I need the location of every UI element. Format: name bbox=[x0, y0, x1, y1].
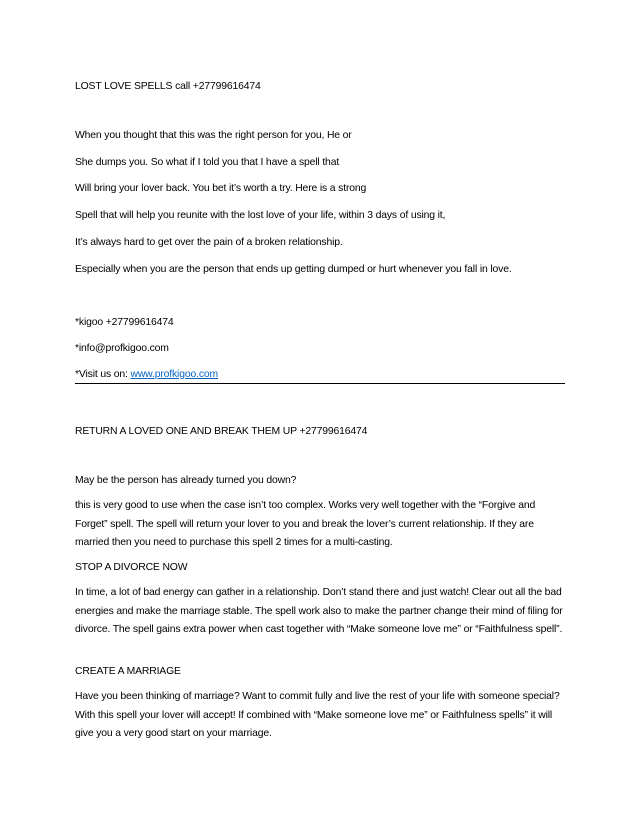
intro-line-6: Especially when you are the person that ends up getting dumped or hurt whenever you fall in love. bbox=[75, 264, 512, 275]
website-link[interactable]: www.profkigoo.com bbox=[130, 369, 219, 380]
heading-stop-divorce: STOP A DIVORCE NOW bbox=[75, 562, 188, 573]
heading-lost-love-spells: LOST LOVE SPELLS call +27799616474 bbox=[75, 81, 261, 92]
visit-prefix: *Visit us on: bbox=[75, 369, 131, 380]
intro-line-5: It’s always hard to get over the pain of a broken relationship. bbox=[75, 237, 343, 248]
heading-create-marriage: CREATE A MARRIAGE bbox=[75, 666, 181, 677]
horizontal-rule bbox=[75, 383, 565, 384]
paragraph-create-marriage: Have you been thinking of marriage? Want to commit fully and live the rest of your life with someone special? With this spell your lover will accept! If combined with “Make someone love me” or Faithfulness spells” it will give you a very good start on your marriage. bbox=[75, 691, 560, 739]
question-line: May be the person has already turned you down? bbox=[75, 475, 297, 486]
intro-line-2: She dumps you. So what if I told you that I have a spell that bbox=[75, 157, 340, 168]
paragraph-stop-divorce: In time, a lot of bad energy can gather in a relationship. Don’t stand there and just watch! Clear out all the bad energies and make the marriage stable. The spell work also to make the partner change their mind of filing for divorce. The spell gains extra power when cast together with “Make someone love me” or “Faithfulness spell”. bbox=[75, 587, 563, 635]
intro-line-1: When you thought that this was the right person for you, He or bbox=[75, 130, 352, 141]
paragraph-return-spell: this is very good to use when the case isn’t too complex. Works very well together with the “Forgive and Forget” spell. The spell will return your lover to you and break the lover’s current relationship. If they are married then you need to purchase this spell 2 times for a multi-casting. bbox=[75, 500, 536, 548]
contact-email: *info@profkigoo.com bbox=[75, 343, 169, 354]
contact-phone: *kigoo +27799616474 bbox=[75, 317, 174, 328]
visit-line bbox=[75, 368, 218, 381]
intro-line-4: Spell that will help you reunite with the lost love of your life, within 3 days of using it, bbox=[75, 210, 446, 221]
heading-return-loved-one: RETURN A LOVED ONE AND BREAK THEM UP +27799616474 bbox=[75, 426, 368, 437]
intro-line-3: Will bring your lover back. You bet it’s worth a try. Here is a strong bbox=[75, 183, 367, 194]
